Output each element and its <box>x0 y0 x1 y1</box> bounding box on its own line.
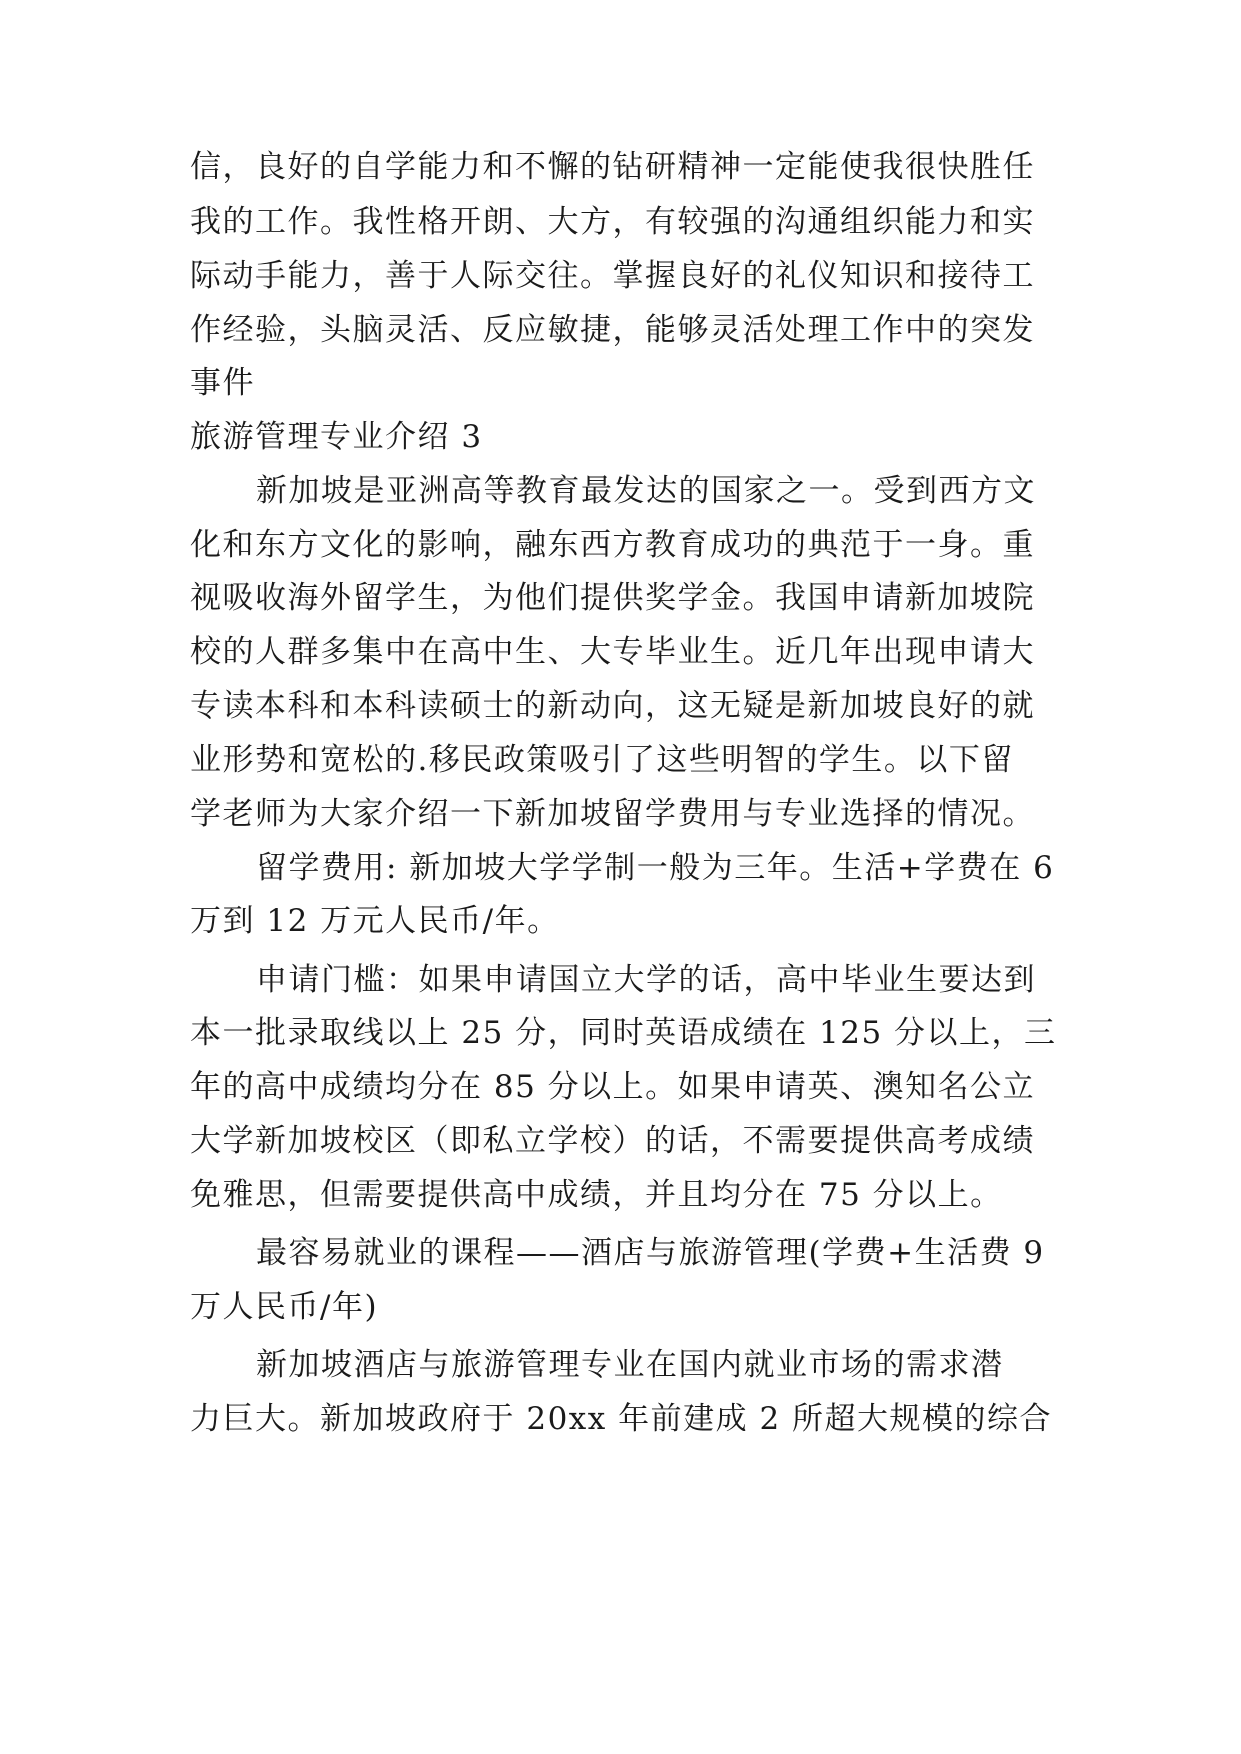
paragraph-line: 申请门槛：如果申请国立大学的话，高中毕业生要达到 <box>256 962 1036 998</box>
paragraph-line: 作经验，头脑灵活、反应敏捷，能够灵活处理工作中的突发 <box>190 312 1035 348</box>
paragraph-line: 年的高中成绩均分在 85 分以上。如果申请英、澳知名公立 <box>190 1069 1036 1105</box>
paragraph-line: 免雅思，但需要提供高中成绩，并且均分在 75 分以上。 <box>190 1177 1003 1213</box>
paragraph-line: 新加坡酒店与旅游管理专业在国内就业市场的需求潜 <box>256 1347 1004 1383</box>
paragraph-line: 留学费用: 新加坡大学学制一般为三年。生活+学费在 6 <box>256 850 1055 886</box>
paragraph-line: 我的工作。我性格开朗、大方，有较强的沟通组织能力和实 <box>190 204 1035 240</box>
paragraph-line: 万人民币/年) <box>190 1289 379 1325</box>
paragraph-line: 学老师为大家介绍一下新加坡留学费用与专业选择的情况。 <box>190 796 1035 832</box>
paragraph-line: 专读本科和本科读硕士的新动向，这无疑是新加坡良好的就 <box>190 688 1035 724</box>
section-heading: 旅游管理专业介绍 3 <box>190 419 483 455</box>
paragraph-line: 本一批录取线以上 25 分，同时英语成绩在 125 分以上，三 <box>190 1015 1057 1051</box>
paragraph-line: 视吸收海外留学生，为他们提供奖学金。我国申请新加坡院 <box>190 580 1035 616</box>
paragraph-line: 最容易就业的课程——酒店与旅游管理(学费+生活费 9 <box>256 1235 1045 1271</box>
paragraph-line: 事件 <box>190 365 255 401</box>
paragraph-line: 校的人群多集中在高中生、大专毕业生。近几年出现申请大 <box>190 634 1035 670</box>
paragraph-line: 新加坡是亚洲高等教育最发达的国家之一。受到西方文 <box>256 473 1036 509</box>
paragraph-line: 大学新加坡校区（即私立学校）的话，不需要提供高考成绩 <box>190 1123 1035 1159</box>
paragraph-line: 际动手能力，善于人际交往。掌握良好的礼仪知识和接待工 <box>190 258 1035 294</box>
paragraph-line: 信，良好的自学能力和不懈的钻研精神一定能使我很快胜任 <box>190 149 1035 185</box>
paragraph-line: 万到 12 万元人民币/年。 <box>190 903 560 939</box>
paragraph-line: 业形势和宽松的.移民政策吸引了这些明智的学生。以下留 <box>190 742 1014 778</box>
paragraph-line: 化和东方文化的影响，融东西方教育成功的典范于一身。重 <box>190 527 1035 563</box>
paragraph-line: 力巨大。新加坡政府于 20xx 年前建成 2 所超大规模的综合 <box>190 1401 1053 1437</box>
